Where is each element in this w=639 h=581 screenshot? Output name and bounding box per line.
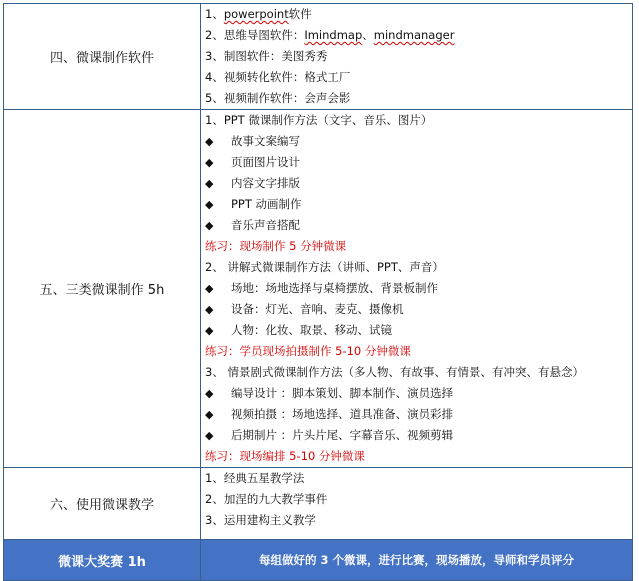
section-content-cell bbox=[201, 4, 633, 110]
list-item bbox=[201, 25, 632, 46]
exercise-note: 练习：现场制作 5 分钟微课 bbox=[205, 239, 347, 253]
bullet-text: 音乐声音搭配 bbox=[231, 218, 300, 232]
subsection-heading: 3、 情景剧式微课制作方法（多人物、有故事、有情景、有冲突、有悬念） bbox=[205, 365, 584, 379]
diamond-bullet-icon: ◆ bbox=[205, 198, 214, 211]
diamond-bullet-icon: ◆ bbox=[205, 177, 214, 190]
diamond-bullet-icon: ◆ bbox=[205, 282, 214, 295]
diamond-bullet-icon: ◆ bbox=[205, 303, 214, 316]
diamond-bullet-icon: ◆ bbox=[205, 219, 214, 232]
subsection-heading: 2、 讲解式微课制作方法（讲师、PPT、声音） bbox=[205, 260, 444, 274]
bullet-text: 人物：化妆、取景、移动、试镜 bbox=[231, 323, 392, 337]
list-item: 5、视频制作软件：会声会影 bbox=[205, 91, 351, 105]
bullet-text: 设备：灯光、音响、麦克、摄像机 bbox=[231, 302, 404, 316]
section-title: 四、微课制作软件 bbox=[49, 51, 154, 66]
bullet-text: 内容文字排版 bbox=[231, 176, 300, 190]
bullet-text: 编导设计 ：脚本策划、脚本制作、演员选择 bbox=[231, 386, 454, 400]
bullet-text: 页面图片设计 bbox=[231, 155, 300, 169]
bullet-item bbox=[201, 173, 632, 194]
software-name: powerpoint bbox=[223, 7, 289, 21]
item-text: 2、思维导图软件： bbox=[205, 28, 305, 42]
item-number: 1、 bbox=[205, 7, 224, 21]
final-title-cell bbox=[4, 540, 201, 581]
bullet-item bbox=[201, 278, 632, 299]
bullet-item bbox=[201, 320, 632, 341]
list-item: 3、运用建构主义教学 bbox=[205, 513, 316, 527]
bullet-item bbox=[201, 194, 632, 215]
bullet-text: 场地：场地选择与桌椅摆放、背景板制作 bbox=[231, 281, 438, 295]
list-item: 4、视频转化软件：格式工厂 bbox=[205, 70, 351, 84]
software-name: mindmanager bbox=[373, 28, 455, 42]
bullet-text: 故事文案编写 bbox=[231, 134, 300, 148]
section-title-cell bbox=[4, 110, 201, 468]
section-title: 五、三类微课制作 5h bbox=[39, 283, 165, 298]
separator: 、 bbox=[362, 28, 374, 42]
section-title: 六、使用微课教学 bbox=[49, 498, 154, 513]
list-item bbox=[201, 4, 632, 25]
bullet-text: PPT 动画制作 bbox=[231, 197, 302, 211]
diamond-bullet-icon: ◆ bbox=[205, 408, 214, 421]
bullet-item bbox=[201, 299, 632, 320]
item-text: 软件 bbox=[288, 7, 312, 21]
diamond-bullet-icon: ◆ bbox=[205, 135, 214, 148]
software-name: Imindmap bbox=[304, 28, 363, 42]
bullet-item bbox=[201, 215, 632, 236]
section-content-cell bbox=[201, 110, 633, 468]
bullet-item bbox=[201, 131, 632, 152]
exercise-note: 练习：学员现场拍摄制作 5-10 分钟微课 bbox=[205, 344, 411, 358]
diamond-bullet-icon: ◆ bbox=[205, 429, 214, 442]
subsection-heading: 1、PPT 微课制作方法（文字、音乐、图片） bbox=[205, 113, 433, 127]
bullet-item bbox=[201, 404, 632, 425]
table-row bbox=[4, 468, 633, 540]
diamond-bullet-icon: ◆ bbox=[205, 387, 214, 400]
section-title-cell bbox=[4, 4, 201, 110]
final-text-cell bbox=[201, 540, 633, 581]
diamond-bullet-icon: ◆ bbox=[205, 324, 214, 337]
diamond-bullet-icon: ◆ bbox=[205, 156, 214, 169]
exercise-note: 练习：现场编排 5-10 分钟微课 bbox=[205, 449, 365, 463]
table-row bbox=[4, 4, 633, 110]
bullet-item bbox=[201, 152, 632, 173]
final-title: 微课大奖赛 1h bbox=[58, 554, 146, 570]
table-row-final bbox=[4, 540, 633, 581]
course-outline-table bbox=[3, 3, 633, 581]
list-item: 2、加涅的九大教学事件 bbox=[205, 492, 328, 506]
bullet-item bbox=[201, 425, 632, 446]
bullet-text: 后期制片 ：片头片尾、字幕音乐、视频剪辑 bbox=[231, 428, 454, 442]
table-row bbox=[4, 110, 633, 468]
final-text: 每组做好的 3 个微课，进行比赛，现场播放，导师和学员评分 bbox=[258, 553, 574, 567]
section-title-cell bbox=[4, 468, 201, 540]
bullet-item bbox=[201, 383, 632, 404]
list-item: 1、经典五星教学法 bbox=[205, 471, 305, 485]
list-item: 3、制图软件：美图秀秀 bbox=[205, 49, 328, 63]
section-content-cell bbox=[201, 468, 633, 540]
bullet-text: 视频拍摄 ：场地选择、道具准备、演员彩排 bbox=[231, 407, 454, 421]
